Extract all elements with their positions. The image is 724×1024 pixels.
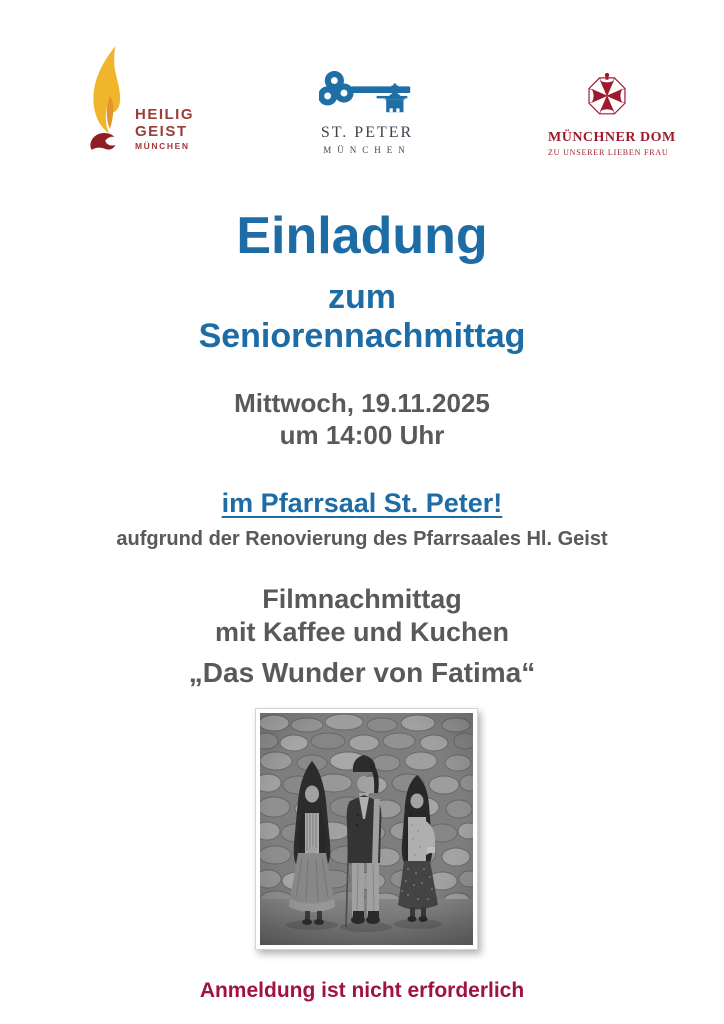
heilig-geist-line3: MÜNCHEN <box>135 140 190 151</box>
flame-icon <box>88 42 128 154</box>
film-title: „Das Wunder von Fatima“ <box>188 657 536 688</box>
program-line2: mit Kaffee und Kuchen <box>214 617 510 647</box>
st-peter-city: MÜNCHEN <box>323 145 411 155</box>
key-icon <box>319 70 415 118</box>
heilig-geist-wordmark <box>135 107 194 155</box>
event-venue <box>0 488 724 519</box>
title-line-event: Seniorennachmittag <box>198 317 526 355</box>
muenchner-dom-logo <box>548 66 676 157</box>
dom-octagon-cross-icon <box>582 66 632 122</box>
fatima-photo <box>255 708 478 950</box>
heilig-geist-line2: GEIST <box>135 122 188 140</box>
fatima-photo-illustration <box>260 713 473 945</box>
page-title: Einladung <box>236 207 488 265</box>
heilig-geist-line1: HEILIG <box>135 105 195 123</box>
event-venue-note: aufgrund der Renovierung des Pfarrsaales Hl. Geist <box>116 528 608 550</box>
registration-note: Anmeldung ist nicht erforderlich <box>199 979 525 1002</box>
heilig-geist-logo <box>88 42 194 154</box>
event-time: um 14:00 Uhr <box>279 420 445 450</box>
title-line-zum: zum <box>328 278 396 316</box>
muenchner-dom-name: MÜNCHNER DOM <box>548 130 676 145</box>
program-line1: Filmnachmittag <box>262 584 462 614</box>
muenchner-dom-subtitle: ZU UNSERER LIEBEN FRAU <box>548 148 669 157</box>
st-peter-name: ST. PETER <box>320 124 414 141</box>
st-peter-logo <box>312 70 422 155</box>
event-venue-text: im Pfarrsaal St. Peter! <box>221 488 503 518</box>
event-date: Mittwoch, 19.11.2025 <box>234 388 490 418</box>
